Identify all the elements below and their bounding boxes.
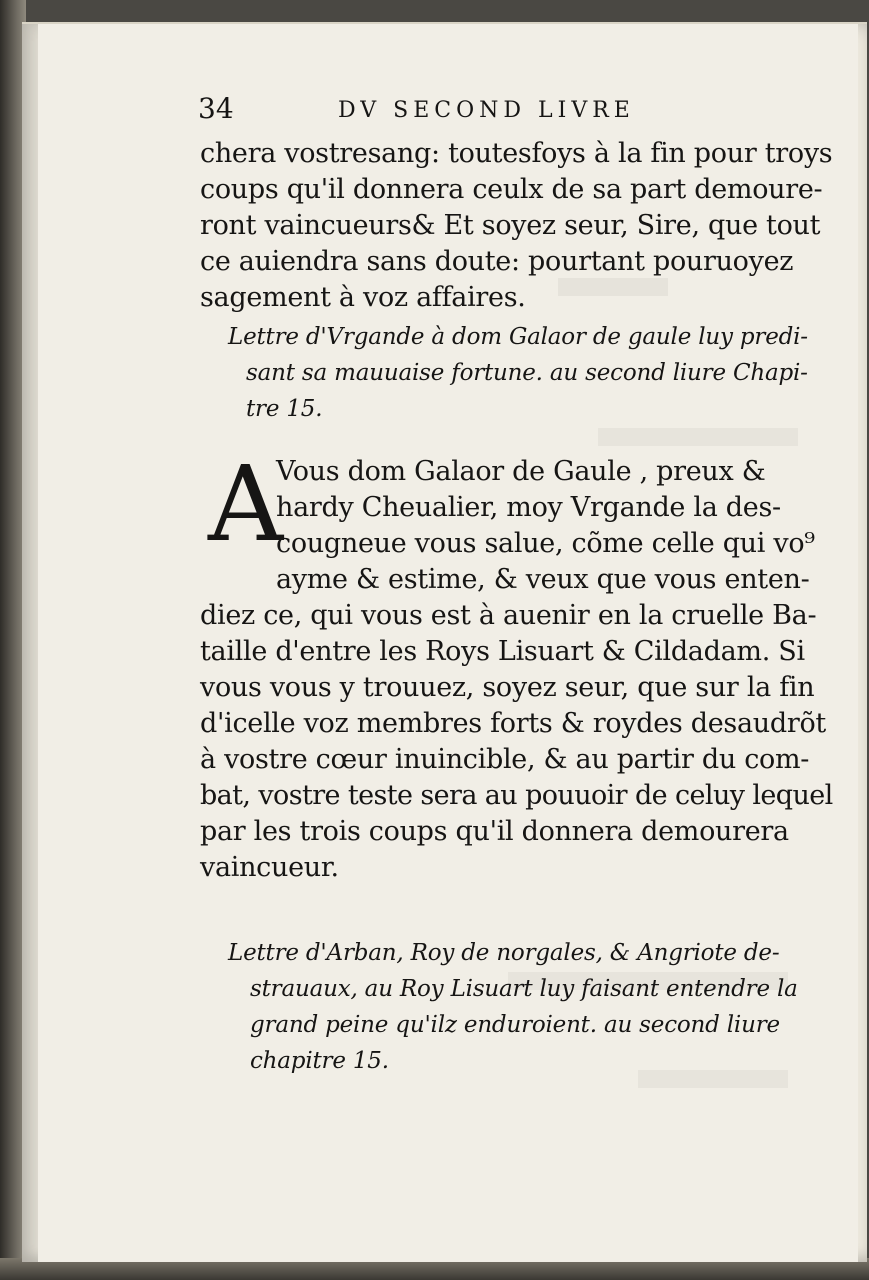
page-paper bbox=[38, 24, 858, 1262]
letter-line: cougneue vous salue, cõme celle qui vo⁹ bbox=[276, 528, 815, 559]
letter-line: par les trois coups qu'il donnera demourera bbox=[200, 816, 789, 847]
paragraph-1-line: sagement à voz affaires. bbox=[200, 282, 526, 313]
paragraph-1-line: coups qu'il donnera ceulx de sa part demoure- bbox=[200, 174, 823, 205]
drop-cap-initial: A bbox=[208, 443, 284, 565]
letter-line: vous vous y trouuez, soyez seur, que sur la fin bbox=[200, 672, 815, 703]
letter-line: vaincueur. bbox=[200, 852, 339, 883]
letter-line: hardy Cheualier, moy Vrgande la des- bbox=[276, 492, 781, 523]
letter-line: Vous dom Galaor de Gaule , preux & bbox=[276, 456, 766, 487]
letter-heading-2-line: Lettre d'Arban, Roy de norgales, & Angriote de- bbox=[228, 940, 780, 966]
letter-heading-2-line: chapitre 15. bbox=[250, 1048, 389, 1074]
letter-line: d'icelle voz membres forts & roydes desaudrõt bbox=[200, 708, 826, 739]
letter-line: diez ce, qui vous est à auenir en la cruelle Ba- bbox=[200, 600, 817, 631]
paragraph-1-line: chera vostresang: toutesfoys à la fin pour troys bbox=[200, 138, 833, 169]
letter-line: ayme & estime, & veux que vous enten- bbox=[276, 564, 810, 595]
letter-line: bat, vostre teste sera au pouuoir de celuy lequel bbox=[200, 780, 833, 811]
page-number: 34 bbox=[198, 92, 234, 125]
paragraph-1-line: ce auiendra sans doute: pourtant pouruoyez bbox=[200, 246, 794, 277]
letter-heading-1-line: tre 15. bbox=[246, 396, 323, 422]
paragraph-1-line: ront vaincueurs& Et soyez seur, Sire, que tout bbox=[200, 210, 821, 241]
letter-line: taille d'entre les Roys Lisuart & Cildadam. Si bbox=[200, 636, 805, 667]
page-header bbox=[198, 92, 818, 132]
book-page bbox=[22, 22, 867, 1262]
letter-heading-2-line: strauaux, au Roy Lisuart luy faisant entendre la bbox=[250, 976, 798, 1002]
running-head: DV SECOND LIVRE bbox=[338, 98, 635, 123]
letter-heading-1-line: Lettre d'Vrgande à dom Galaor de gaule luy predi- bbox=[228, 324, 808, 350]
letter-heading-1-line: sant sa mauuaise fortune. au second liure Chapi- bbox=[246, 360, 808, 386]
letter-line: à vostre cœur inuincible, & au partir du com- bbox=[200, 744, 810, 775]
letter-heading-2-line: grand peine qu'ilz enduroient. au second liure bbox=[250, 1012, 780, 1038]
